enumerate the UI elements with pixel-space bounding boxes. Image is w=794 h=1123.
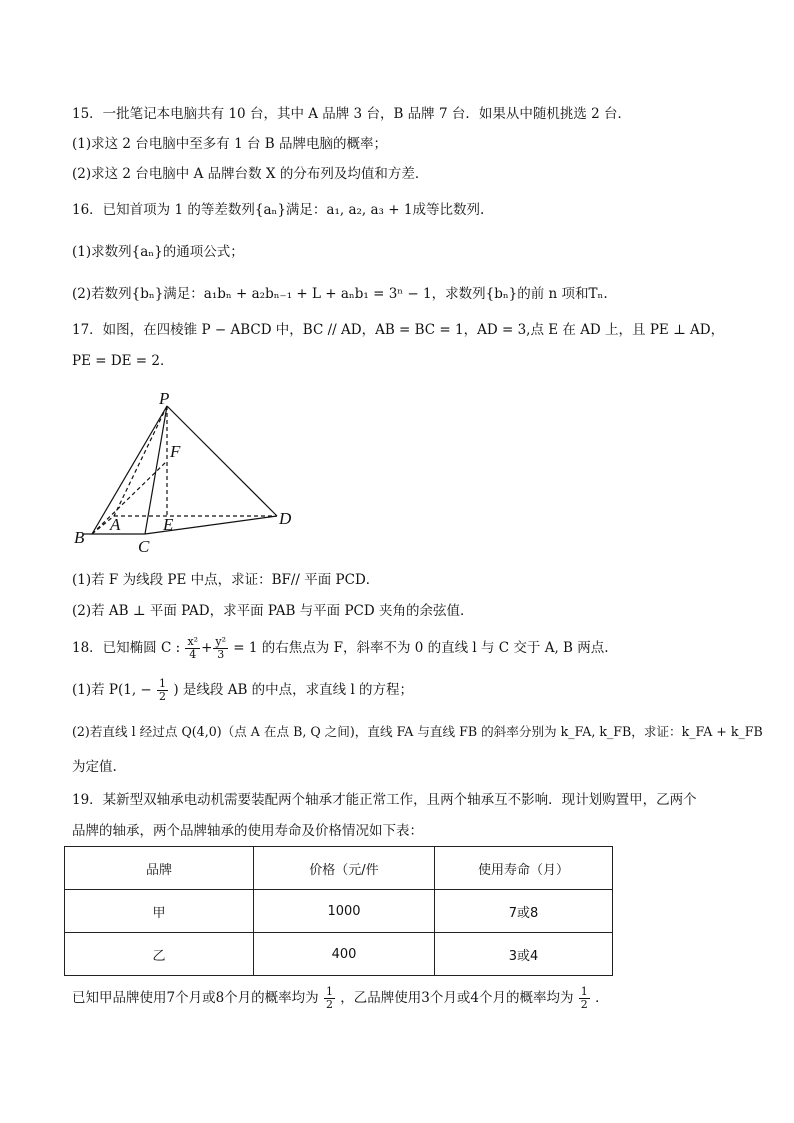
p1-frac-num: 1 (159, 677, 167, 690)
q17-part2: (2)若 AB ⊥ 平面 PAD，求平面 PAB 与平面 PCD 夹角的余弦值． (72, 603, 474, 619)
q18-p1-frac (157, 678, 168, 703)
q18-stem: 18．已知椭圆 C : $\frac{\text{x²}}{4}$ + $\frac{\text{y²}}{3}$ = 1 的右焦点为 F，斜率不为 0 的直线 l 与 C 交于 A, B 两点. (72, 635, 609, 661)
q18-part1 (72, 678, 413, 703)
frac-b-num: 1 (580, 985, 588, 998)
header-price: 价格（元/件 (254, 847, 435, 890)
q19-after-pre: 已知甲品牌使用7个月或8个月的概率均为 (72, 990, 319, 1006)
table-row (65, 933, 613, 976)
frac-y-den: 3 (217, 648, 225, 661)
frac-b-den: 2 (580, 998, 588, 1011)
label-A: A (110, 515, 121, 534)
table-row (65, 890, 613, 933)
q19-stem-line1: 19．某新型双轴承电动机需要装配两个轴承才能正常工作，且两个轴承互不影响．现计划购置甲，乙两个 (72, 792, 697, 808)
q16-part2: (2)若数列{bₙ}满足：a₁bₙ + a₂bₙ₋₁ + L + aₙb₁ = 3ⁿ − 1，求数列{bₙ}的前 n 项和Tₙ. (72, 286, 608, 302)
cell-price: 400 (254, 933, 435, 976)
q15-part2: (2)求这 2 台电脑中 A 品牌台数 X 的分布列及均值和方差． (72, 166, 429, 182)
frac-a-num: 1 (325, 985, 333, 998)
frac-a-den: 2 (325, 998, 333, 1011)
q19-stem-line2: 品牌的轴承，两个品牌轴承的使用寿命及价格情况如下表： (72, 823, 423, 839)
q16-part1: (1)求数列{aₙ}的通项公式； (72, 244, 244, 260)
q18-p1-post: ) 是线段 AB 的中点，求直线 l 的方程； (173, 682, 414, 698)
frac-x-num: x² (187, 635, 199, 648)
q18-frac-x (185, 636, 200, 661)
label-D: D (279, 509, 292, 528)
pyramid-diagram (72, 388, 312, 558)
header-brand: 品牌 (65, 847, 254, 890)
q15-part1: (1)求这 2 台电脑中至多有 1 台 B 品牌电脑的概率； (72, 136, 387, 152)
frac-x-den: 4 (189, 648, 197, 661)
bearing-table (64, 846, 613, 976)
table-header-row (65, 847, 613, 890)
q18-stem-post: = 1 的右焦点为 F，斜率不为 0 的直线 l 与 C 交于 A, B 两点. (233, 640, 609, 656)
q18-stem-pre: 18．已知椭圆 C : (72, 640, 181, 656)
cell-price: 1000 (254, 890, 435, 933)
cell-lifespan: 3或4 (435, 933, 613, 976)
cell-brand: 乙 (65, 933, 254, 976)
label-E: E (163, 515, 174, 534)
label-F: F (170, 442, 181, 461)
q19-after-table (72, 986, 609, 1011)
q16-stem: 16．已知首项为 1 的等差数列{aₙ}满足：a₁, a₂, a₃ + 1成等比数列. (72, 202, 485, 218)
label-B: B (74, 528, 85, 547)
edge-PA (114, 406, 167, 516)
q17-stem-line1: 17．如图，在四棱锥 P − ABCD 中，BC // AD，AB = BC = 1，AD = 3,点 E 在 AD 上，且 PE ⊥ AD， (72, 322, 725, 338)
p1-frac-den: 2 (159, 690, 167, 703)
label-C: C (138, 537, 150, 556)
q18-p1-pre: (1)若 P(1, − (72, 682, 152, 698)
q18-part2-cont: 为定值. (72, 759, 117, 775)
q19-frac-a (324, 986, 335, 1011)
cell-lifespan: 7或8 (435, 890, 613, 933)
edge-PD (167, 406, 277, 516)
header-lifespan: 使用寿命（月） (435, 847, 613, 890)
q18-frac-y (213, 636, 228, 661)
q15-stem: 15．一批笔记本电脑共有 10 台，其中 A 品牌 3 台，B 品牌 7 台．如果从中随机挑选 2 台． (72, 106, 631, 122)
q17-part1: (1)若 F 为线段 PE 中点，求证：BF// 平面 PCD． (72, 572, 380, 588)
q17-stem-line2: PE = DE = 2． (72, 353, 174, 369)
q19-frac-b (579, 986, 590, 1011)
q19-after-end: ． (595, 990, 609, 1006)
pyramid-figure (72, 388, 312, 562)
q19-after-mid: ，乙品牌使用3个月或4个月的概率均为 (340, 990, 574, 1006)
cell-brand: 甲 (65, 890, 254, 933)
label-P: P (159, 389, 170, 408)
q18-part2: (2)若直线 l 经过点 Q(4,0)（点 A 在点 B, Q 之间)，直线 FA 与直线 FB 的斜率分别为 k_FA, k_FB，求证：k_FA + k_FB (72, 724, 763, 739)
frac-y-num: y² (215, 635, 226, 648)
